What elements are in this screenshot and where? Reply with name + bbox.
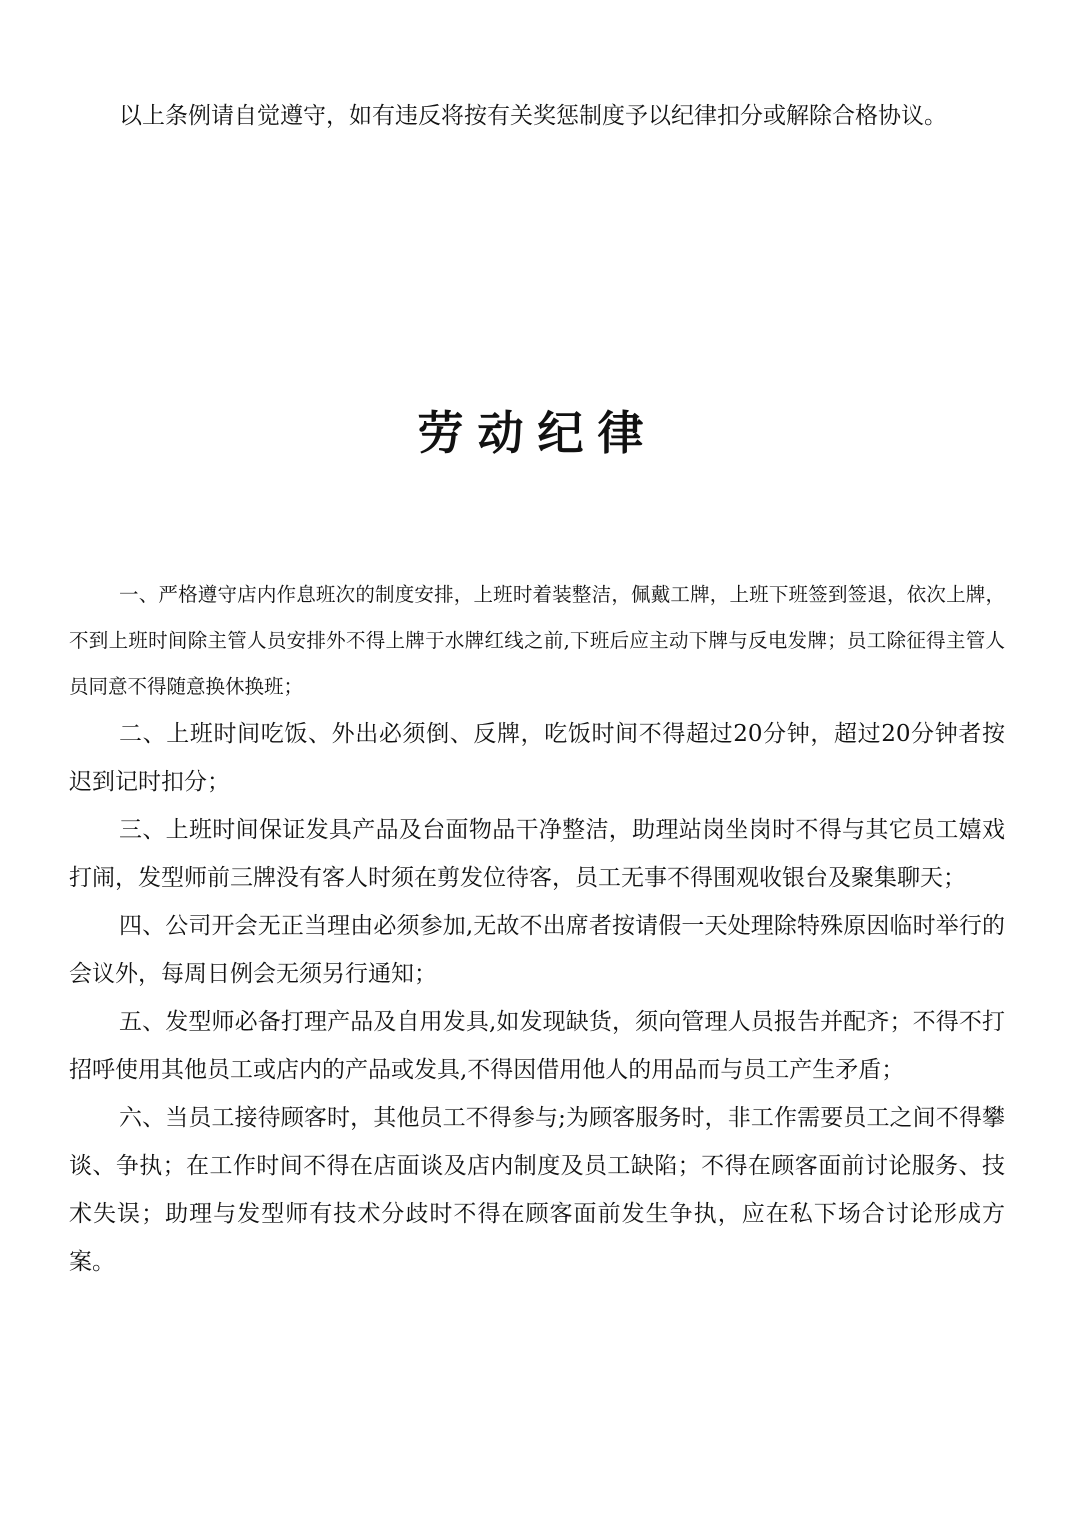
rule-paragraph: 六、当员工接待顾客时，其他员工不得参与;为顾客服务时，非工作需要员工之间不得攀谈、争执；在工作时间不得在店面谈及店内制度及员工缺陷；不得在顾客面前讨论服务、技术失误；助理与发型师有技术分歧时不得在顾客面前发生争执，应在私下场合讨论形成方案。 xyxy=(69,1105,1005,1275)
rule-paragraph: 三、上班时间保证发具产品及台面物品干净整洁，助理站岗坐岗时不得与其它员工嬉戏打闹，发型师前三牌没有客人时须在剪发位待客，员工无事不得围观收银台及聚集聊天； xyxy=(69,817,1005,891)
rule-paragraph: 五、发型师必备打理产品及自用发具,如发现缺货，须向管理人员报告并配齐；不得不打招呼使用其他员工或店内的产品或发具,不得因借用他人的用品而与员工产生矛盾； xyxy=(69,1009,1005,1083)
rule-paragraph: 四、公司开会无正当理由必须参加,无故不出席者按请假一天处理除特殊原因临时举行的会议外，每周日例会无须另行通知； xyxy=(69,913,1005,987)
rule-paragraph: 一、严格遵守店内作息班次的制度安排，上班时着装整洁，佩戴工牌，上班下班签到签退，依次上牌，不到上班时间除主管人员安排外不得上牌于水牌红线之前,下班后应主动下牌与反电发牌；员工除征得主管人员同意不得随意换休换班； xyxy=(69,583,1005,698)
rule-paragraph: 二、上班时间吃饭、外出必须倒、反牌，吃饭时间不得超过20分钟，超过20分钟者按迟到记时扣分； xyxy=(69,721,1005,795)
page-title: 劳动纪律 xyxy=(417,406,658,460)
intro-paragraph: 以上条例请自觉遵守，如有违反将按有关奖惩制度予以纪律扣分或解除合格协议。 xyxy=(119,103,947,129)
rules-list xyxy=(69,572,1005,1286)
